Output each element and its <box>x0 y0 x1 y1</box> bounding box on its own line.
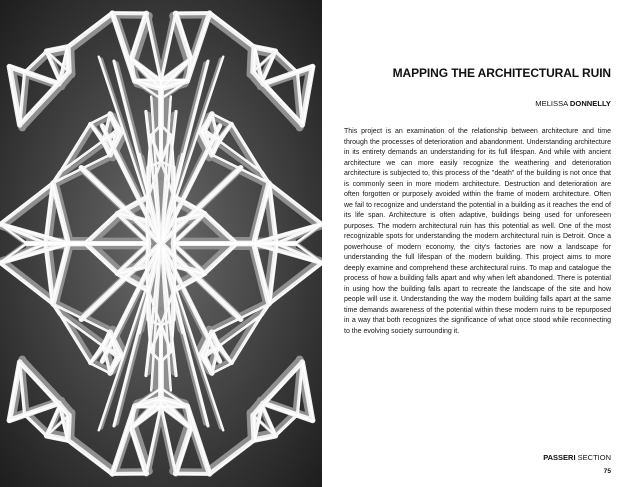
section-label <box>543 453 611 462</box>
article-title: MAPPING THE ARCHITECTURAL RUIN <box>392 66 611 80</box>
section-word: SECTION <box>577 453 611 462</box>
lattice-strand <box>254 416 255 441</box>
page-number: 75 <box>603 468 611 475</box>
section-name: PASSERI <box>543 453 576 462</box>
lattice-strand <box>254 46 255 71</box>
article-body: This project is an examination of the relationship between architecture and time through the processes of deterioration and abandonment. Understanding architecture in its entirety demands an understanding for its full lifespan. And while with ancient architecture we can more easily recognize the weathering and deterioration architecture is subjected to, this process of the "death" of the building is not once that is commonly seen in more modern architecture. Destruction and deterioration are often forgotten or purposely avoided within the frame of modern architecture. Often we fail to recognize and understand the potential in a building as it reaches the end of its life span. Architecture is often adaptive, buildings being used for unforeseen purposes. The modern architectural ruin has this potential as well. One of the most recognizable spots for understanding the modern architectural ruin is Detroit. Once a powerhouse of modern economy, the city's factories are now a landscape for understanding the full lifespan of the modern building. This project aims to more deeply examine and comprehend these architectural ruins. To map and catalogue the process of how a building falls apart and why when left abandoned. There is potential in using how the building falls apart to recreate the landscape of the site and how people will use it. Understanding the way the modern building falls apart at the same time demands awareness of the potential within these modern ruins to be repurposed in a way that both recognizes the significance of what once stood while reconnecting to the evolving society surrounding it. <box>344 128 611 335</box>
text-page <box>322 0 640 487</box>
lattice-strand <box>67 416 68 441</box>
author-first-name: MELISSA <box>535 99 568 108</box>
author-byline <box>535 99 611 108</box>
author-last-name: DONNELLY <box>569 99 611 108</box>
lattice-strand <box>67 46 68 71</box>
